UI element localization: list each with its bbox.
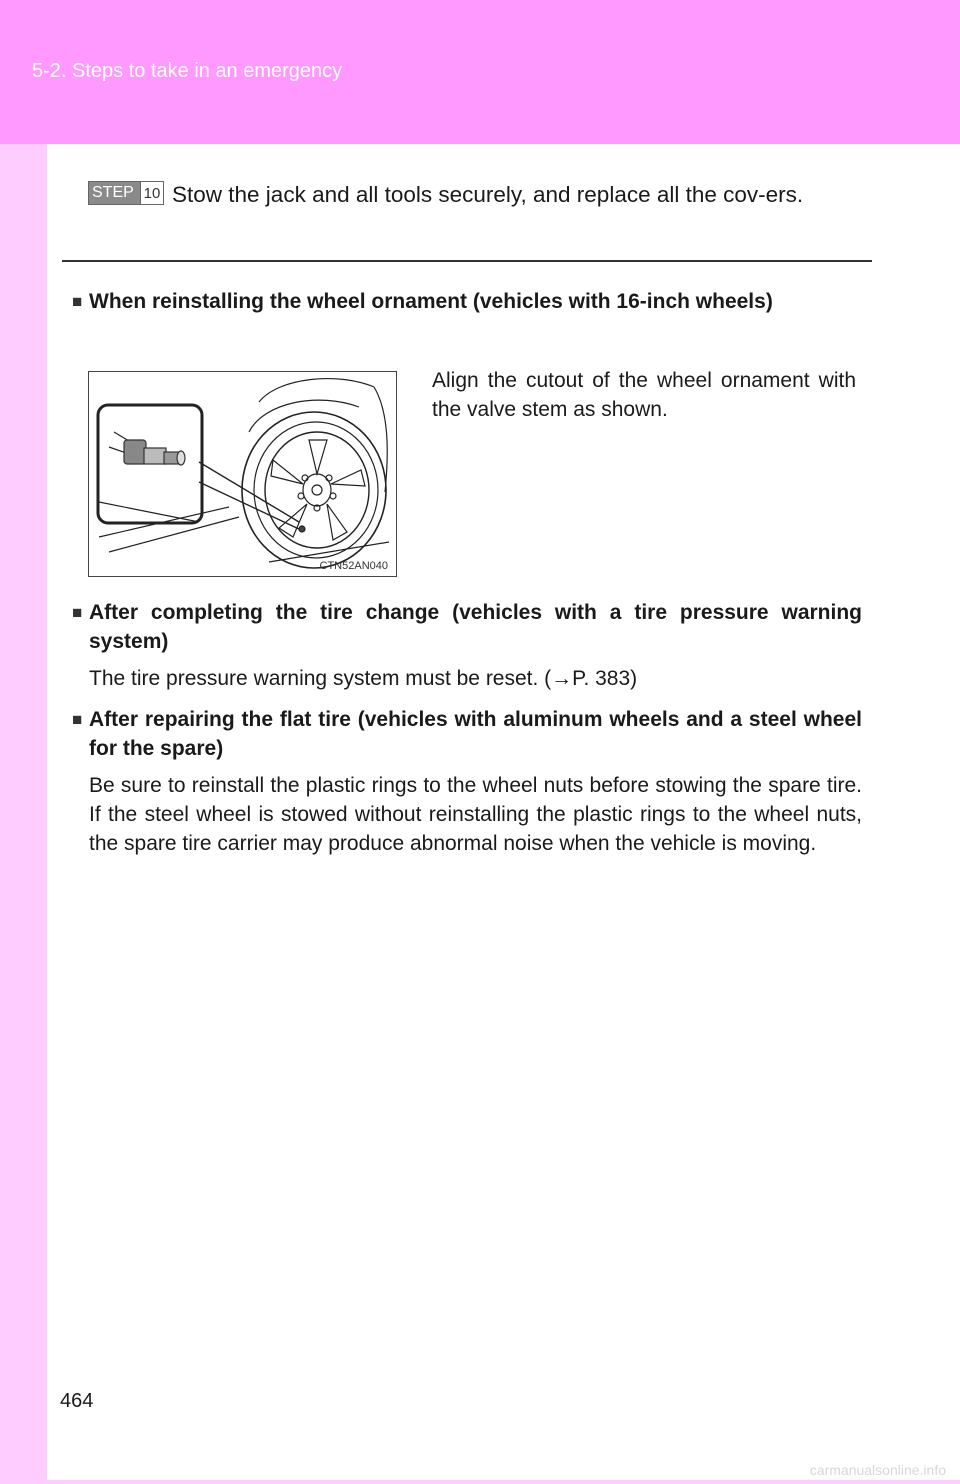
header-band: [0, 0, 960, 144]
square-bullet-icon: ■: [72, 603, 83, 622]
wheel-valve-diagram: [89, 372, 395, 575]
bottom-strip: [0, 1480, 960, 1484]
step-number: 10: [140, 182, 163, 204]
step-text: Stow the jack and all tools securely, and replace all the cov-ers.: [172, 182, 804, 207]
section-wheel-ornament: [72, 287, 862, 316]
wheel-ornament-instruction: Align the cutout of the wheel ornament with the valve stem as shown.: [432, 369, 856, 421]
divider: [62, 260, 872, 262]
square-bullet-icon: ■: [72, 292, 83, 311]
section-heading: [72, 705, 862, 763]
section-body: The tire pressure warning system must be reset. (→P. 383): [89, 667, 638, 690]
section-title-text: When reinstalling the wheel ornament (vehicles with 16-inch wheels): [89, 290, 773, 313]
section-flat-tire: [72, 705, 862, 858]
side-band: [0, 144, 47, 1484]
section-heading: [72, 287, 862, 316]
step-badge: [88, 181, 164, 205]
section-title-text: After repairing the flat tire (vehicles with aluminum wheels and a steel wheel for the spare): [89, 708, 862, 760]
figure-code: CTN52AN040: [319, 560, 388, 572]
section-title-text: After completing the tire change (vehicles with a tire pressure warning system): [89, 601, 862, 653]
section-tire-pressure: [72, 598, 862, 693]
step-label: STEP: [92, 184, 134, 201]
section-body: Be sure to reinstall the plastic rings to the wheel nuts before stowing the spare tire. If the steel wheel is stowed without reinstalling the plastic rings to the wheel nuts, the spare tire carrier may produce abnormal noise when the vehicle is moving.: [89, 774, 862, 855]
page-number: 464: [60, 1390, 94, 1412]
section-heading: [72, 598, 862, 656]
watermark: carmanualsonline.info: [809, 1462, 946, 1478]
wheel-ornament-illustration: [88, 371, 397, 577]
step-10: [88, 178, 864, 211]
section-title: 5-2. Steps to take in an emergency: [32, 60, 343, 82]
square-bullet-icon: ■: [72, 710, 83, 729]
